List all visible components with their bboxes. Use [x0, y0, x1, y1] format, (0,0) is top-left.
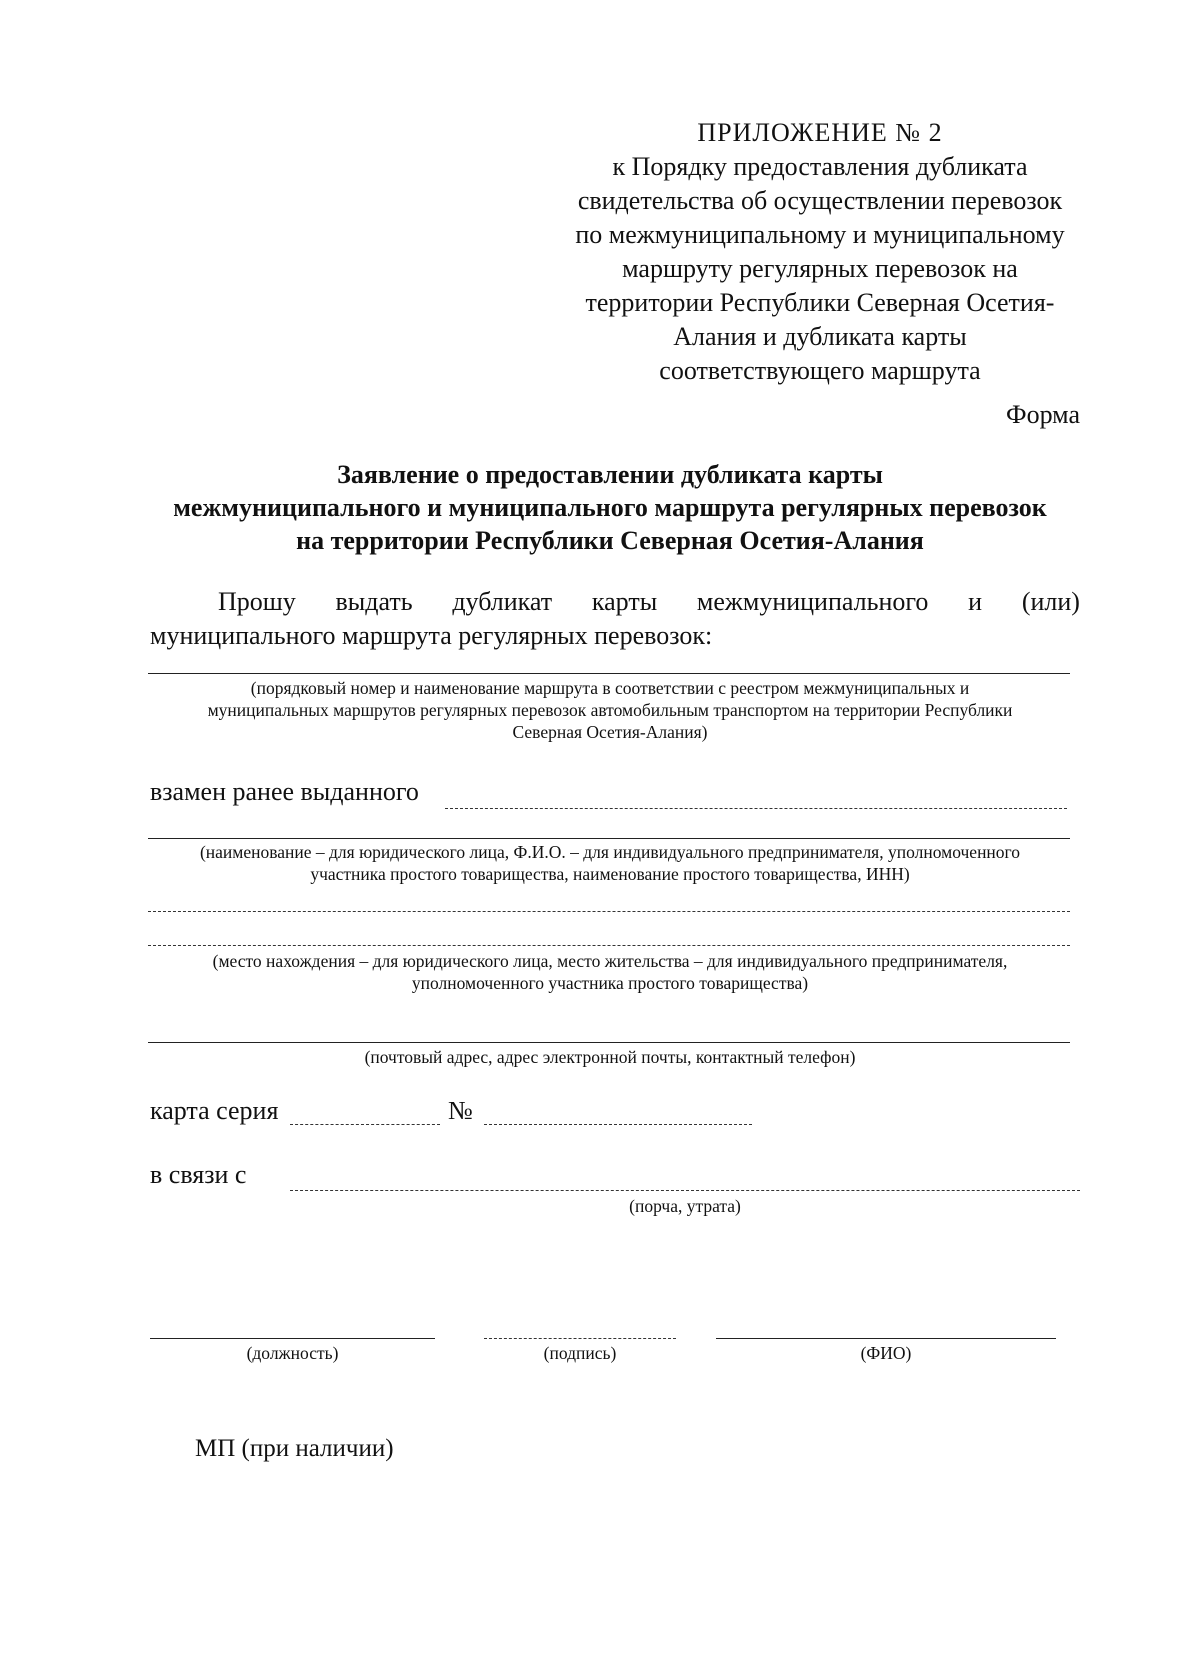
- fio-field-line[interactable]: [716, 1338, 1056, 1339]
- note-line: уполномоченного участника простого товарищества): [411, 973, 809, 993]
- heading-line: Заявление о предоставлении дубликата карты: [337, 460, 883, 489]
- annex-title: ПРИЛОЖЕНИЕ № 2: [697, 118, 943, 147]
- note-line: (порядковый номер и наименование маршрута в соответствии с реестром межмуниципальных и: [250, 678, 970, 698]
- annex-block: [560, 116, 1080, 388]
- signature-label: (подпись): [543, 1343, 617, 1363]
- request-word: дубликат: [452, 587, 553, 616]
- stamp-label: МП (при наличии): [195, 1435, 394, 1462]
- request-word: (или): [1021, 587, 1080, 616]
- instead-label: взамен ранее выданного: [150, 777, 419, 806]
- contacts-field-line[interactable]: [148, 1042, 1070, 1043]
- request-word: Прошу: [218, 587, 296, 616]
- request-word: выдать: [335, 587, 413, 616]
- annex-line: маршруту регулярных перевозок на: [622, 254, 1018, 283]
- location-field-line-2[interactable]: [148, 945, 1070, 946]
- location-field-line-1[interactable]: [148, 911, 1070, 912]
- note-line: (место нахождения – для юридического лица, место жительства – для индивидуального предпринимателя,: [212, 951, 1008, 971]
- annex-line: по межмуниципальному и муниципальному: [575, 220, 1065, 249]
- card-series-label: карта серия: [150, 1096, 279, 1125]
- route-field-line[interactable]: [148, 673, 1070, 674]
- annex-line: территории Республики Северная Осетия-: [585, 288, 1055, 317]
- note-line: (наименование – для юридического лица, Ф.И.О. – для индивидуального предпринимателя, уполномоченного: [199, 842, 1021, 862]
- location-note: [150, 950, 1070, 994]
- request-line-2: муниципального маршрута регулярных перевозок:: [150, 621, 713, 650]
- name-field-line[interactable]: [148, 838, 1070, 839]
- annex-line: к Порядку предоставления дубликата: [612, 152, 1028, 181]
- route-note: [150, 677, 1070, 743]
- annex-line: свидетельства об осуществлении перевозок: [577, 186, 1063, 215]
- request-word: и: [968, 587, 983, 616]
- reason-field-line[interactable]: [290, 1190, 1080, 1191]
- due-to-label: в связи с: [150, 1160, 247, 1189]
- request-line-1: [150, 585, 1080, 619]
- card-series-field[interactable]: [290, 1124, 440, 1125]
- note-line: Северная Осетия-Алания): [512, 722, 708, 742]
- note-line: участника простого товарищества, наименование простого товарищества, ИНН): [310, 864, 910, 884]
- position-field-line[interactable]: [150, 1338, 435, 1339]
- card-number-field[interactable]: [484, 1124, 752, 1125]
- signature-field-line[interactable]: [484, 1338, 676, 1339]
- annex-line: соответствующего маршрута: [659, 356, 981, 385]
- heading-line: на территории Республики Северная Осетия-Алания: [296, 526, 924, 555]
- request-paragraph: [150, 585, 1080, 653]
- heading-line: межмуниципального и муниципального маршрута регулярных перевозок: [173, 493, 1047, 522]
- request-word: межмуниципального: [696, 587, 929, 616]
- annex-line: Алания и дубликата карты: [673, 322, 967, 351]
- position-label: (должность): [246, 1343, 339, 1363]
- fio-label: (ФИО): [860, 1343, 912, 1363]
- note-line: муниципальных маршрутов регулярных перевозок автомобильным транспортом на территории Республики: [207, 700, 1013, 720]
- number-sign: №: [448, 1096, 473, 1125]
- name-note: [150, 841, 1070, 885]
- request-word: карты: [591, 587, 658, 616]
- document-heading: [140, 458, 1080, 557]
- contacts-note: (почтовый адрес, адрес электронной почты, контактный телефон): [364, 1047, 856, 1067]
- form-label: Форма: [1006, 400, 1080, 429]
- reason-note: (порча, утрата): [629, 1196, 741, 1216]
- instead-field-line[interactable]: [445, 808, 1067, 809]
